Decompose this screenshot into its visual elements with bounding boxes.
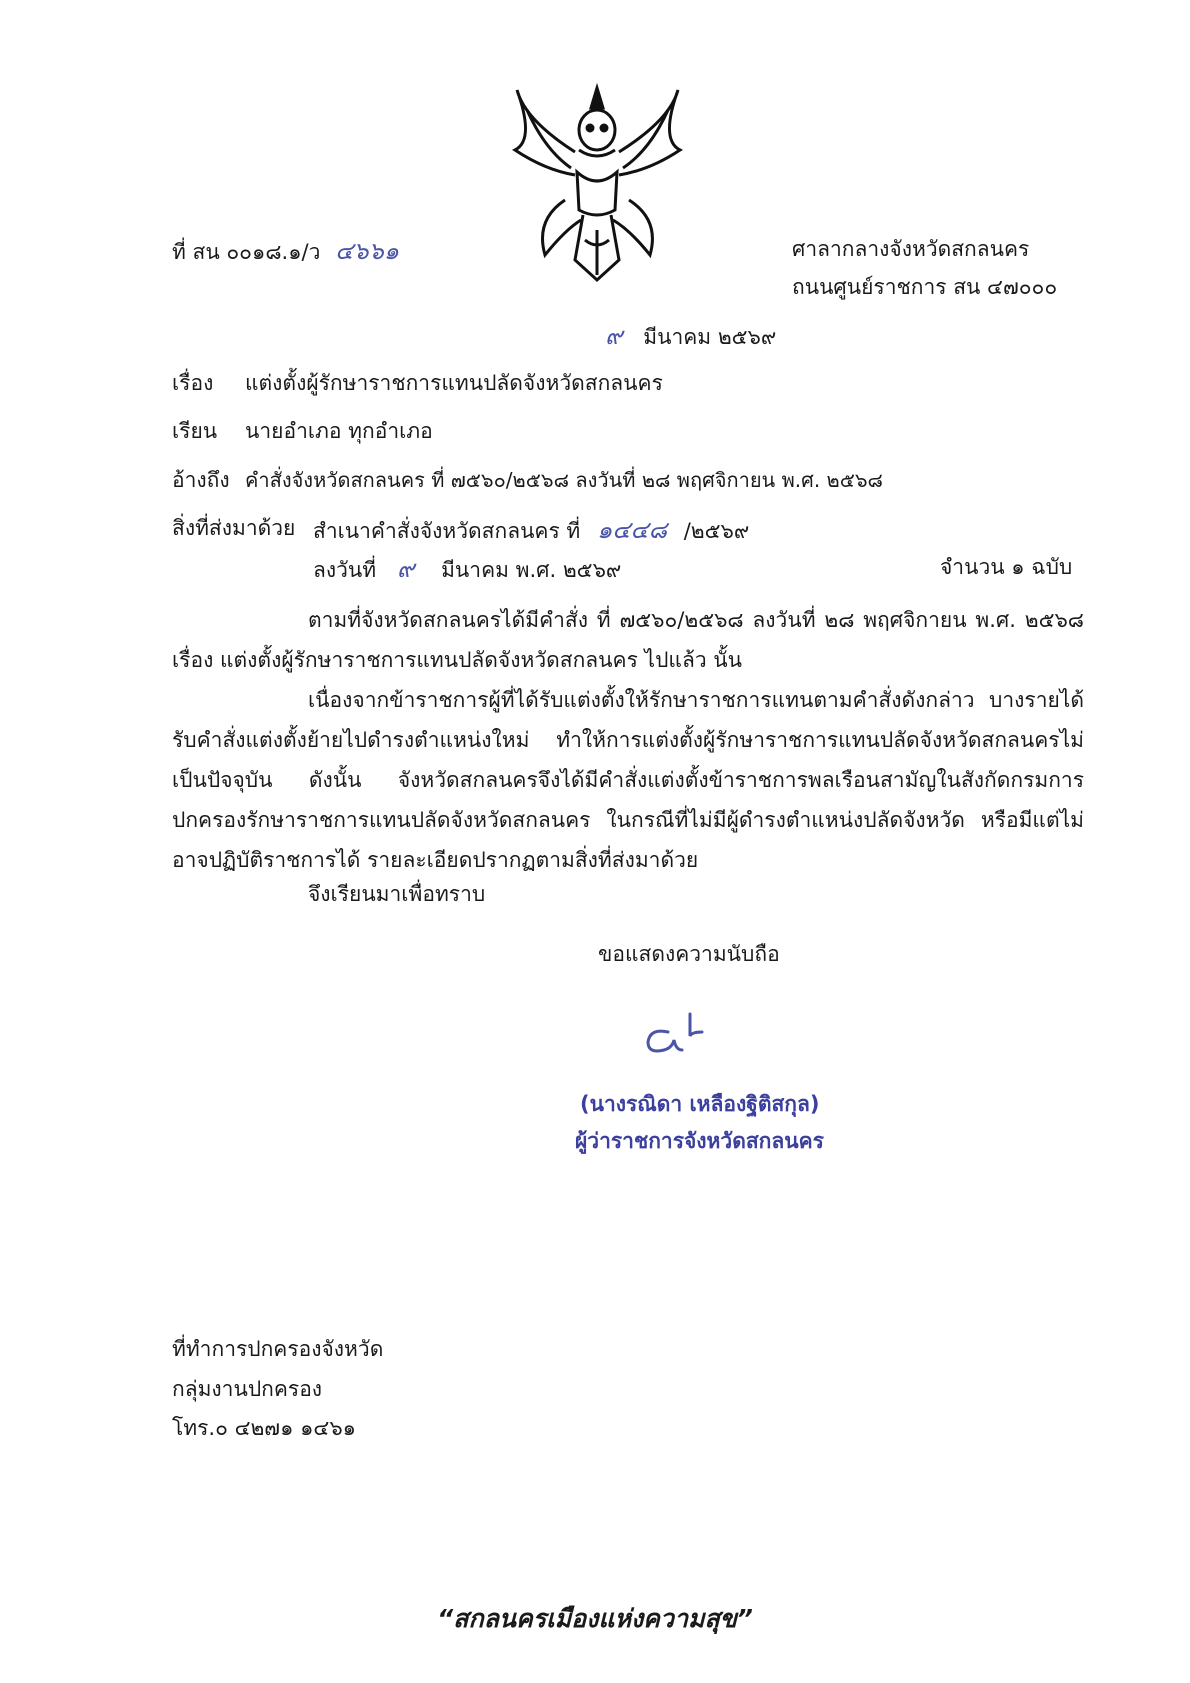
contact-department: กลุ่มงานปกครอง xyxy=(172,1377,323,1401)
enclosure-line2 xyxy=(313,555,621,584)
handwritten-signature-icon xyxy=(638,1010,718,1058)
enclosure-description: สำเนาคำสั่งจังหวัดสกลนคร ที่ xyxy=(313,519,581,543)
letter-date xyxy=(605,322,776,351)
contact-office: ที่ทำการปกครองจังหวัด xyxy=(172,1337,384,1361)
subject-label: เรื่อง xyxy=(172,371,214,395)
body-paragraph-1: ตามที่จังหวัดสกลนครได้มีคำสั่ง ที่ ๗๕๖๐/๒๕๖๘ ลงวันที่ ๒๘ พฤศจิกายน พ.ศ. ๒๕๖๘ เรื่อง แต่งตั้งผู้รักษาราชการแทนปลัดจังหวัดสกลนคร ไปแล้ว นั้น xyxy=(172,608,1084,672)
reference-value: คำสั่งจังหวัดสกลนคร ที่ ๗๕๖๐/๒๕๖๘ ลงวันที่ ๒๘ พฤศจิกายน พ.ศ. ๒๕๖๘ xyxy=(245,468,883,492)
footer-motto: “สกลนครเมืองแห่งความสุข” xyxy=(437,1604,753,1633)
reference-number-printed: ที่ สน ๐๐๑๘.๑/ว xyxy=(172,240,321,264)
reference-label: อ้างถึง xyxy=(172,468,230,492)
contact-phone: โทร.๐ ๔๒๗๑ ๑๔๖๑ xyxy=(172,1416,356,1440)
enclosure-date-prefix: ลงวันที่ xyxy=(313,558,377,582)
subject-value: แต่งตั้งผู้รักษาราชการแทนปลัดจังหวัดสกลนคร xyxy=(245,371,663,395)
garuda-emblem-icon xyxy=(505,80,690,285)
enclosure-quantity: จำนวน ๑ ฉบับ xyxy=(940,555,1073,579)
salutation: ขอแสดงความนับถือ xyxy=(598,942,780,966)
enclosure-date-suffix: มีนาคม พ.ศ. ๒๕๖๙ xyxy=(441,558,622,582)
closing-line: จึงเรียนมาเพื่อทราบ xyxy=(308,882,486,906)
signatory-name: (นางรณิดา เหลืองฐิติสกุล) xyxy=(580,1092,820,1116)
body-paragraph-2: เนื่องจากข้าราชการผู้ที่ได้รับแต่งตั้งให้รักษาราชการแทนตามคำสั่งดังกล่าว บางรายได้รับคำสั่งแต่งตั้งย้ายไปดำรงตำแหน่งใหม่ ทำให้การแต่งตั้งผู้รักษาราชการแทนปลัดจังหวัดสกลนครไม่เป็นปัจจุบัน ดังนั้น จังหวัดสกลนครจึงได้มีคำสั่งแต่งตั้งข้าราชการพลเรือนสามัญในสังกัดกรมการปกครองรักษาราชการแทนปลัดจังหวัดสกลนคร ในกรณีที่ไม่มีผู้ดำรงตำแหน่งปลัดจังหวัด หรือมีแต่ไม่อาจปฏิบัติราชการได้ รายละเอียดปรากฏตามสิ่งที่ส่งมาด้วย xyxy=(172,688,1084,872)
enclosure-line1 xyxy=(313,516,749,545)
enclosure-label: สิ่งที่ส่งมาด้วย xyxy=(172,516,296,540)
recipient-value: นายอำเภอ ทุกอำเภอ xyxy=(245,419,433,443)
recipient-label: เรียน xyxy=(172,419,218,443)
enclosure-day-handwritten: ๙ xyxy=(396,555,415,583)
letter-date-month-year: มีนาคม ๒๕๖๙ xyxy=(643,325,777,349)
reference-number-handwritten: ๔๖๖๑ xyxy=(335,237,399,265)
enclosure-year: /๒๕๖๙ xyxy=(683,519,750,543)
office-address-line2: ถนนศูนย์ราชการ สน ๔๗๐๐๐ xyxy=(792,275,1058,299)
letter-date-day: ๙ xyxy=(605,322,623,350)
enclosure-number-handwritten: ๑๔๔๘ xyxy=(596,516,668,544)
reference-number xyxy=(172,237,399,266)
signatory-position: ผู้ว่าราชการจังหวัดสกลนคร xyxy=(575,1129,824,1153)
office-address-line1: ศาลากลางจังหวัดสกลนคร xyxy=(792,237,1030,261)
